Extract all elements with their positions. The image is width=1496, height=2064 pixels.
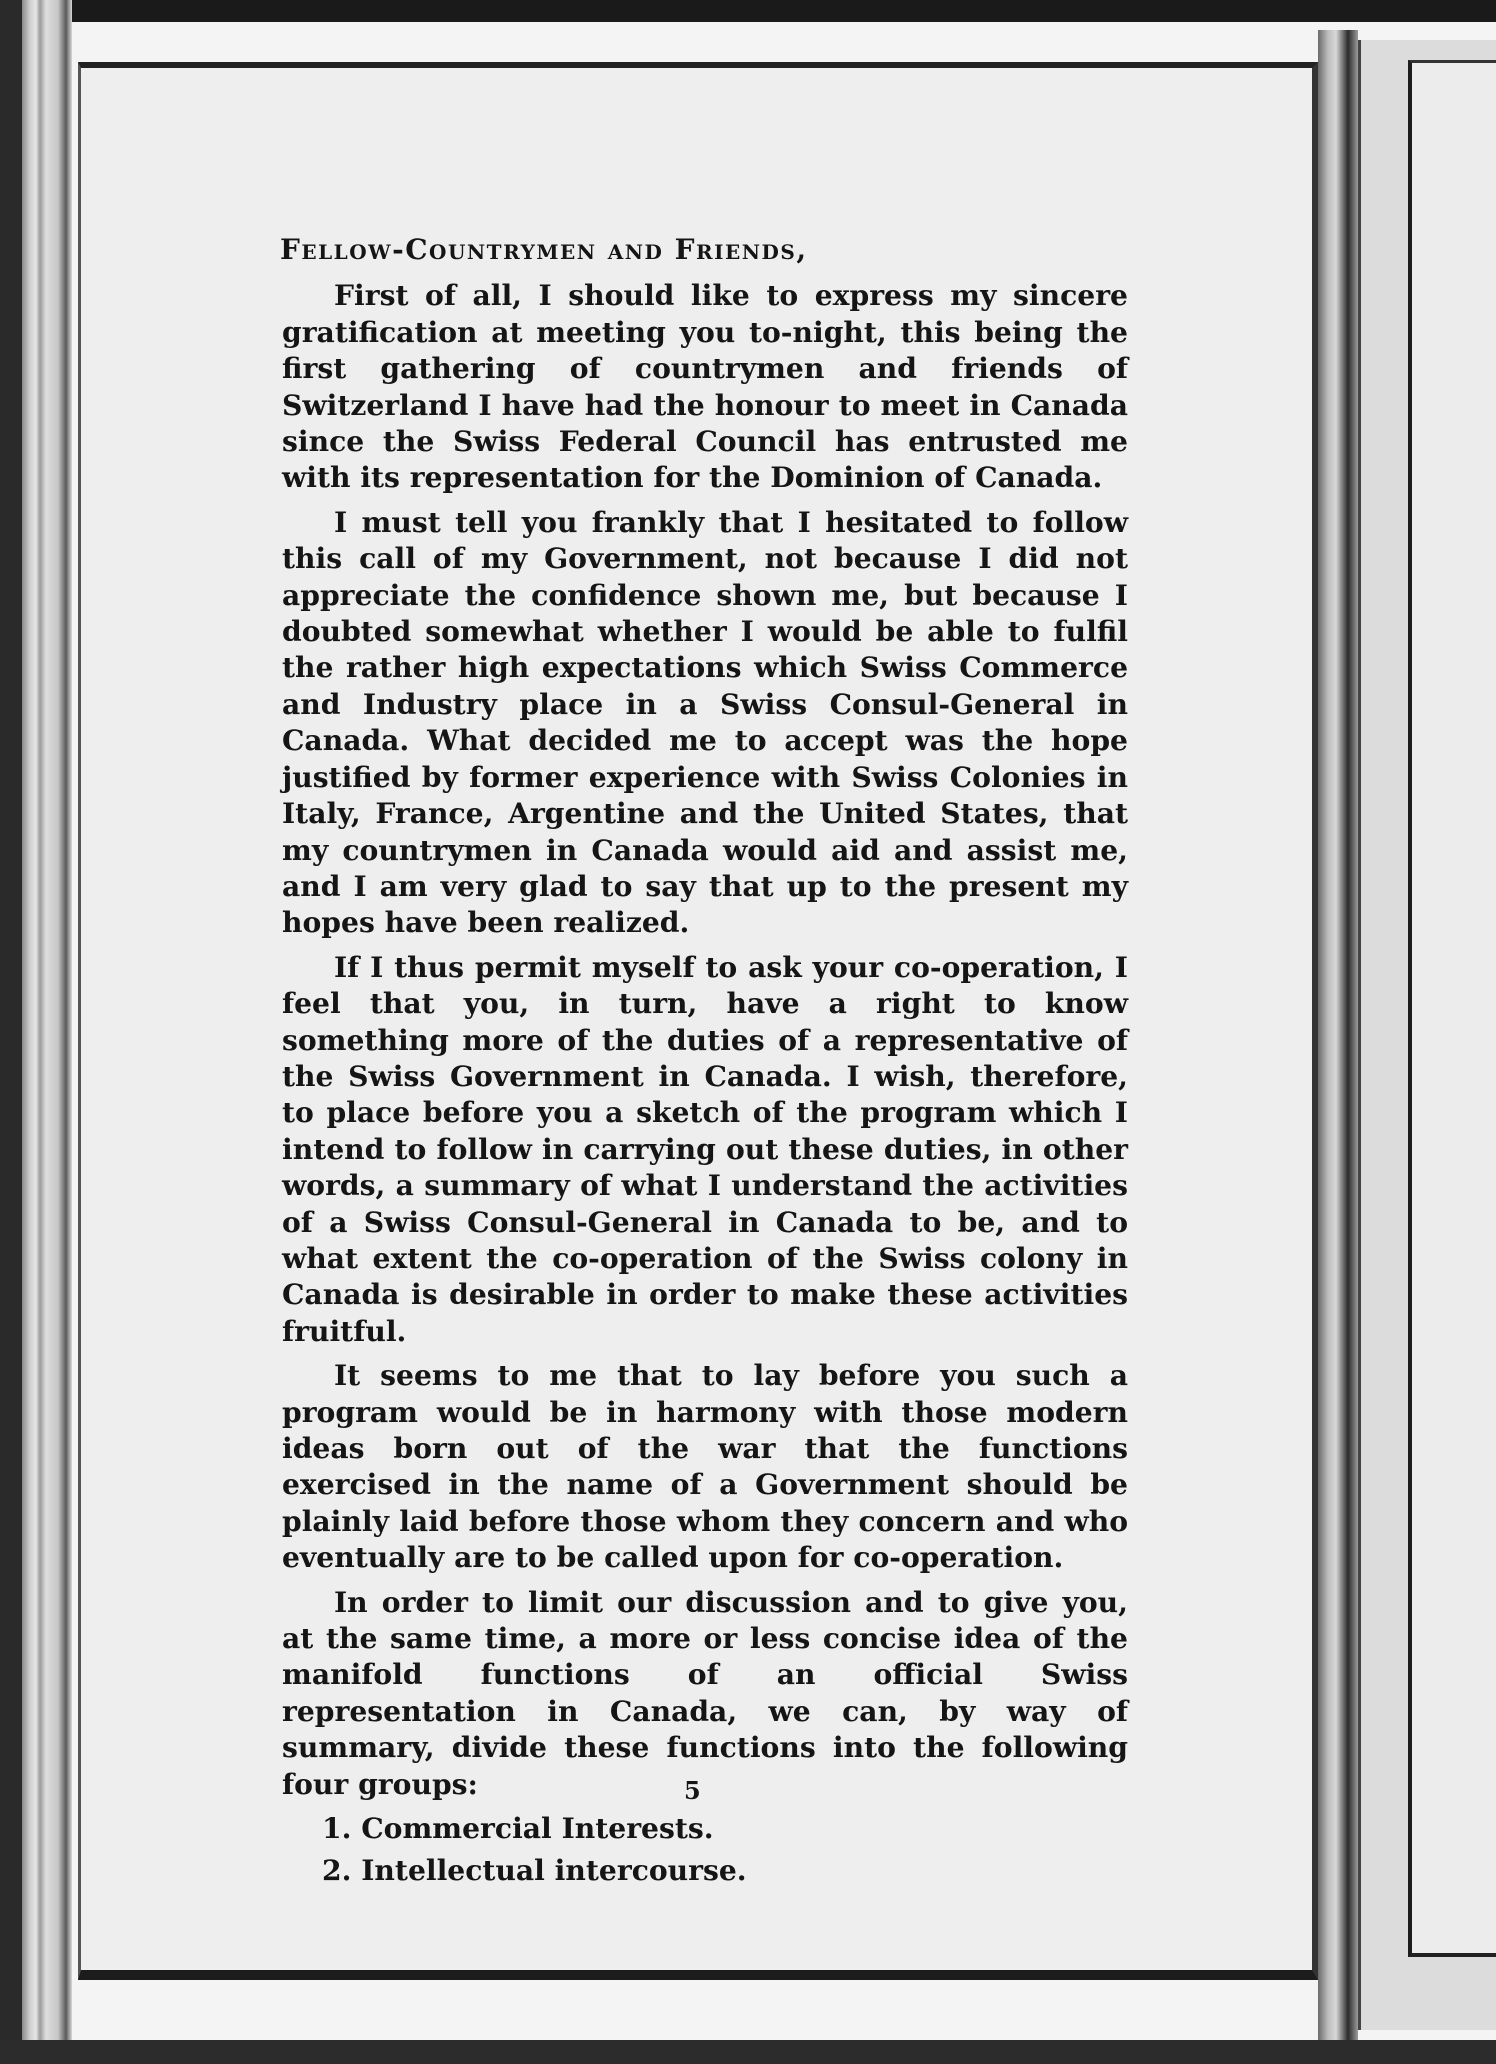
adjacent-page-frame — [1408, 60, 1496, 1957]
page-text-block — [282, 232, 1128, 1896]
paragraph: I must tell you frankly that I hesitated to follow this call of my Government, not because I did not appreciate the confidence shown me, but because I doubted somewhat whether I would be able to fulfil the rather high expectations which Swiss Commerce and Industry place in a Swiss Consul-General in Canada. What decided me to accept was the hope justified by former experience with Swiss Colonies in Italy, France, Argentine and the United States, that my countrymen in Canada would aid and assist me, and I am very glad to say that up to the present my hopes have been realized. — [282, 505, 1128, 940]
page-number: 5 — [684, 1776, 701, 1805]
list-item: 1. Commercial Interests. — [322, 1812, 714, 1846]
paragraph: First of all, I should like to express my sincere gratification at meeting you to-night, this being the first gathering of countrymen and friends of Switzerland I have had the honour to meet in Canada since the Swiss Federal Council has entrusted me with its representation for the Dominion of Canada. — [282, 279, 1128, 495]
scan-bottom-border — [0, 2040, 1496, 2064]
book-spine-gutter — [1318, 30, 1358, 2040]
book-page-edges — [22, 0, 72, 2064]
paragraph: It seems to me that to lay before you such a program would be in harmony with those modern ideas born out of the war that the functions exercised in the name of a Government should be plainly laid before those whom they concern and who eventually are to be called upon for co-operation. — [282, 1359, 1128, 1575]
paragraph: In order to limit our discussion and to give you, at the same time, a more or less concise idea of the manifold functions of an official Swiss representation in Canada, we can, by way of summary, divide these functions into the following four groups: — [282, 1585, 1128, 1801]
scan-left-border — [0, 0, 22, 2064]
list-item: 2. Intellectual intercourse. — [322, 1854, 747, 1888]
scan-top-border — [0, 0, 1496, 22]
salutation: Fellow-Countrymen and Friends, — [280, 233, 808, 266]
paragraph: If I thus permit myself to ask your co-operation, I feel that you, in turn, have a right to know something more of the duties of a representative of the Swiss Government in Canada. I wish, therefore, to place before you a sketch of the program which I intend to follow in carrying out these duties, in other words, a summary of what I understand the activities of a Swiss Consul-General in Canada to be, and to what extent the co-operation of the Swiss colony in Canada is desirable in order to make these activities fruitful. — [282, 950, 1128, 1348]
